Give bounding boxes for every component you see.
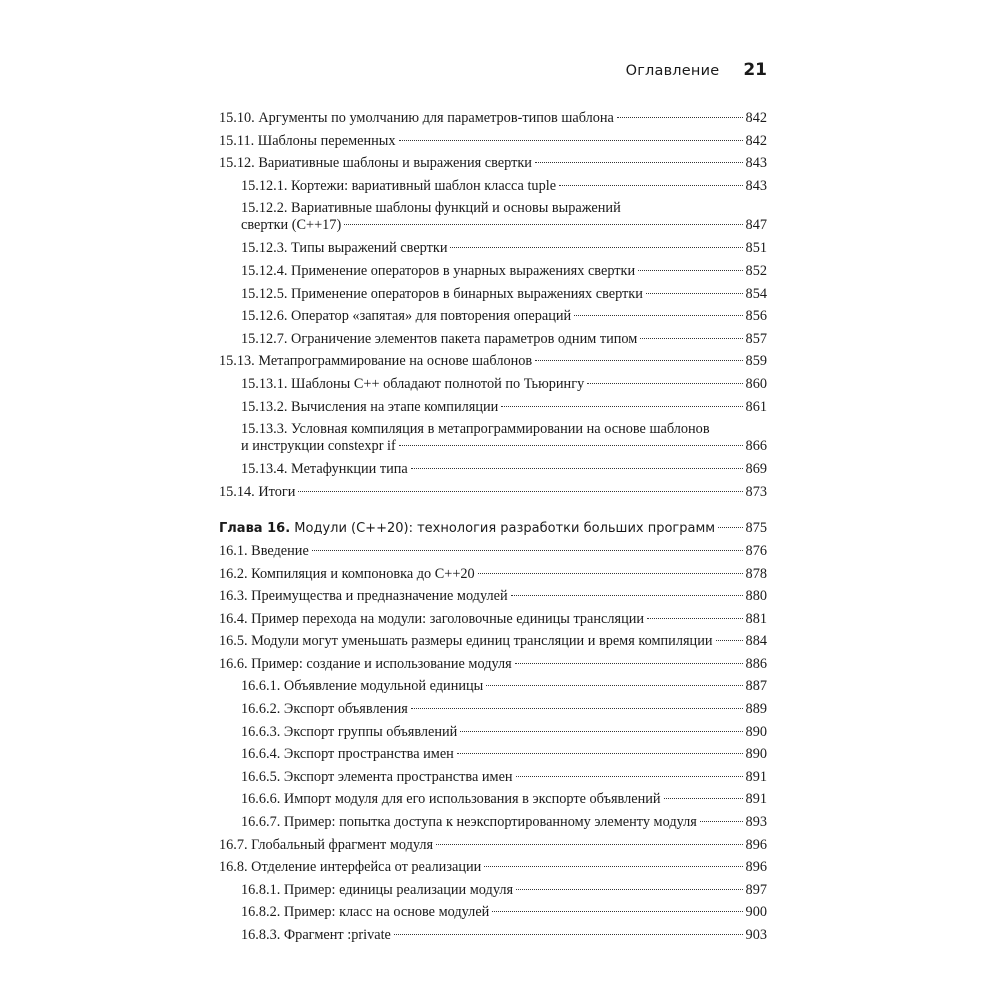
toc-entry-title: 15.13. Метапрограммирование на основе шаблонов: [219, 353, 533, 370]
toc-entry-title: 16.6. Пример: создание и использование модуля: [219, 655, 512, 672]
toc-page-number: 843: [745, 177, 767, 194]
toc-page-number: 878: [745, 565, 767, 582]
toc-entry-title: 16.8.2. Пример: класс на основе модулей: [241, 904, 490, 921]
page-header: [219, 60, 767, 86]
toc-entry-title: 16.8.1. Пример: единицы реализации модуля: [241, 881, 514, 898]
toc-entry: [219, 461, 767, 484]
dot-leader: [460, 731, 742, 732]
toc-entry-title: 16.6.7. Пример: попытка доступа к неэкспортированному элементу модуля: [241, 814, 697, 831]
toc-page-number: 842: [745, 132, 767, 149]
dot-leader: [535, 162, 743, 163]
toc-page-number: 861: [745, 398, 767, 415]
dot-leader: [501, 406, 742, 407]
toc-page-number: 859: [745, 353, 767, 370]
toc-page-number: 896: [745, 836, 767, 853]
toc-entry: [219, 240, 767, 263]
toc-entry: [219, 399, 767, 422]
toc-entry: [219, 308, 767, 331]
toc-entry-title: 15.12.1. Кортежи: вариативный шаблон класса tuple: [241, 177, 557, 194]
toc-entry-title: 15.13.2. Вычисления на этапе компиляции: [241, 398, 499, 415]
toc-entry-title: 16.6.3. Экспорт группы объявлений: [241, 723, 458, 740]
toc-entry: [219, 746, 767, 769]
toc-page-number: 869: [745, 461, 767, 478]
dot-leader: [647, 618, 742, 619]
page-number: 21: [743, 60, 767, 80]
toc-entry: [219, 656, 767, 679]
dot-leader: [638, 270, 742, 271]
toc-entry: [219, 701, 767, 724]
dot-leader: [478, 573, 743, 574]
toc-entry: [219, 859, 767, 882]
toc-entry-title: 15.12. Вариативные шаблоны и выражения свертки: [219, 155, 532, 172]
dot-leader: [700, 821, 743, 822]
toc-entry-title-line1: 15.12.2. Вариативные шаблоны функций и основы выражений: [241, 200, 621, 217]
toc-entry-title: 16.5. Модули могут уменьшать размеры единиц трансляции и время компиляции: [219, 633, 713, 650]
toc-entry-title: 16.4. Пример перехода на модули: заголовочные единицы трансляции: [219, 610, 645, 627]
dot-leader: [511, 595, 743, 596]
dot-leader: [640, 338, 742, 339]
toc-entry: [219, 110, 767, 133]
dot-leader: [411, 708, 743, 709]
toc-page-number: 887: [745, 678, 767, 695]
chapter-label: Глава 16.: [219, 521, 291, 537]
dot-leader: [559, 185, 743, 186]
toc-entry-title: 16.8.3. Фрагмент :private: [241, 927, 391, 943]
running-title: Оглавление: [625, 63, 720, 79]
toc-page-number: 866: [745, 438, 767, 455]
toc-entry-title: [219, 520, 715, 537]
toc-entry: [219, 882, 767, 905]
toc-entry: [219, 331, 767, 354]
toc-entry: [219, 633, 767, 656]
toc-page-number: 896: [745, 859, 767, 876]
toc-entry: [219, 421, 767, 461]
dot-leader: [399, 445, 743, 446]
dot-leader: [298, 491, 742, 492]
toc-page-number: 881: [745, 610, 767, 627]
toc-page-number: 891: [745, 768, 767, 785]
dot-leader: [718, 527, 742, 528]
toc-page-number: 893: [745, 814, 767, 831]
dot-leader: [344, 224, 742, 225]
dot-leader: [535, 360, 742, 361]
toc-entry-title-line1: 15.13.3. Условная компиляция в метапрограммировании на основе шаблонов: [241, 421, 710, 438]
toc-entry-title: 15.12.5. Применение операторов в бинарных выражениях свертки: [241, 285, 643, 302]
dot-leader: [486, 685, 742, 686]
dot-leader: [411, 468, 743, 469]
table-of-contents: [219, 110, 767, 950]
toc-chapter-entry: [219, 520, 767, 543]
toc-page-number: 890: [745, 746, 767, 763]
toc-entry-title: 15.13.1. Шаблоны C++ обладают полнотой по Тьюрингу: [241, 375, 585, 392]
toc-page-number: 903: [745, 927, 767, 943]
toc-page-number: 875: [745, 520, 767, 537]
toc-page-number: 900: [745, 904, 767, 921]
toc-page-number: 891: [745, 791, 767, 808]
dot-leader: [617, 117, 743, 118]
dot-leader: [515, 663, 743, 664]
dot-leader: [716, 640, 743, 641]
toc-entry-title: 15.11. Шаблоны переменных: [219, 132, 396, 149]
toc-entry: [219, 791, 767, 814]
toc-entry-title: 16.6.5. Экспорт элемента пространства имен: [241, 768, 513, 785]
dot-leader: [492, 911, 742, 912]
toc-entry-title: 16.6.4. Экспорт пространства имен: [241, 746, 454, 763]
toc-entry: [219, 904, 767, 927]
toc-entry: [219, 927, 767, 950]
toc-entry-title: 15.12.6. Оператор «запятая» для повторения операций: [241, 308, 572, 325]
toc-page-number: 860: [745, 375, 767, 392]
toc-entry: [219, 200, 767, 240]
toc-entry: [219, 611, 767, 634]
toc-page-number: 857: [745, 330, 767, 347]
toc-entry-title: 16.2. Компиляция и компоновка до C++20: [219, 565, 475, 582]
dot-leader: [646, 293, 743, 294]
dot-leader: [587, 383, 742, 384]
toc-entry-title: 16.6.1. Объявление модульной единицы: [241, 678, 484, 695]
toc-entry: [219, 566, 767, 589]
dot-leader: [574, 315, 742, 316]
toc-page-number: 856: [745, 308, 767, 325]
dot-leader: [312, 550, 743, 551]
toc-entry-title: 15.13.4. Метафункции типа: [241, 461, 408, 478]
toc-entry-title: 15.12.4. Применение операторов в унарных выражениях свертки: [241, 262, 636, 279]
toc-entry: [219, 814, 767, 837]
toc-entry-title: 15.12.3. Типы выражений свертки: [241, 240, 448, 257]
toc-entry-title: 16.8. Отделение интерфейса от реализации: [219, 859, 482, 876]
toc-entry: [219, 286, 767, 309]
toc-entry-title: 15.10. Аргументы по умолчанию для параметров-типов шаблона: [219, 110, 614, 126]
toc-entry: [219, 588, 767, 611]
toc-entry-title-line2: и инструкции constexpr if: [241, 438, 396, 455]
toc-page-number: 880: [745, 588, 767, 605]
dot-leader: [436, 844, 742, 845]
dot-leader: [484, 866, 742, 867]
toc-entry: [219, 724, 767, 747]
toc-entry: [219, 837, 767, 860]
toc-entry: [219, 769, 767, 792]
toc-entry-title: 16.7. Глобальный фрагмент модуля: [219, 836, 434, 853]
toc-entry-title-line2: свертки (C++17): [241, 217, 342, 234]
toc-entry: [219, 178, 767, 201]
toc-page-number: 847: [745, 217, 767, 234]
toc-entry-title: 15.12.7. Ограничение элементов пакета параметров одним типом: [241, 330, 638, 347]
toc-entry: [219, 353, 767, 376]
dot-leader: [399, 140, 743, 141]
toc-entry: [219, 376, 767, 399]
toc-entry-title: 16.1. Введение: [219, 542, 309, 559]
toc-page-number: 890: [745, 723, 767, 740]
toc-entry: [219, 263, 767, 286]
toc-page-number: 843: [745, 155, 767, 172]
toc-entry-title: 16.3. Преимущества и предназначение модулей: [219, 588, 508, 605]
dot-leader: [516, 889, 742, 890]
toc-entry: [219, 133, 767, 156]
toc-entry: [219, 678, 767, 701]
toc-page-number: 851: [745, 240, 767, 257]
toc-page-number: 852: [745, 262, 767, 279]
dot-leader: [457, 753, 743, 754]
toc-page-number: 873: [745, 483, 767, 500]
dot-leader: [394, 934, 743, 935]
toc-page-number: 842: [745, 110, 767, 126]
toc-entry: [219, 543, 767, 566]
toc-page-number: 897: [745, 881, 767, 898]
toc-page-number: 876: [745, 542, 767, 559]
toc-entry-title: 16.6.2. Экспорт объявления: [241, 701, 408, 718]
toc-entry: [219, 155, 767, 178]
toc-entry: [219, 484, 767, 507]
toc-page-number: 854: [745, 285, 767, 302]
toc-page-number: 886: [745, 655, 767, 672]
toc-page-number: 884: [745, 633, 767, 650]
toc-page-number: 889: [745, 701, 767, 718]
toc-entry-title: 16.6.6. Импорт модуля для его использования в экспорте объявлений: [241, 791, 661, 808]
dot-leader: [664, 798, 743, 799]
toc-entry-title: 15.14. Итоги: [219, 483, 296, 500]
chapter-title: Модули (C++20): технология разработки больших программ: [294, 521, 716, 537]
dot-leader: [516, 776, 743, 777]
dot-leader: [450, 247, 742, 248]
